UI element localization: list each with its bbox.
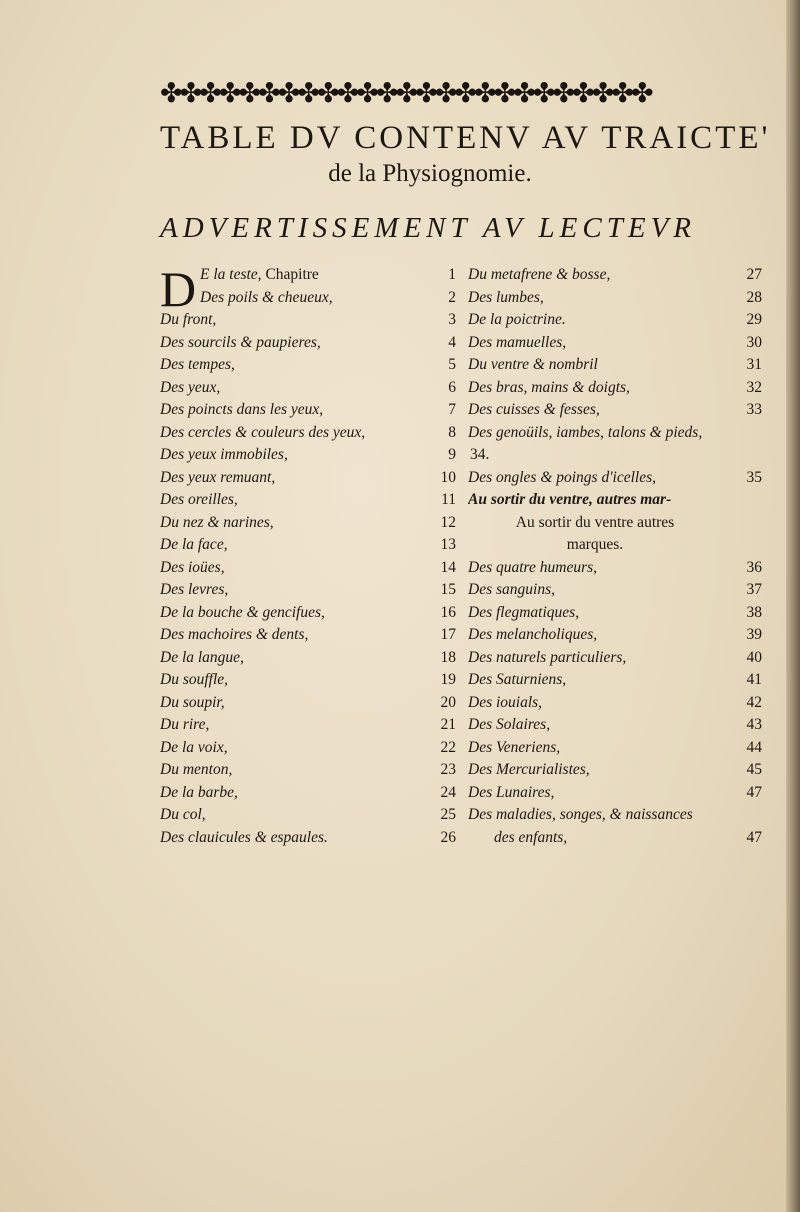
toc-page-number: 41 (746, 671, 762, 688)
toc-page-number: 6 (448, 378, 456, 396)
toc-page-number: 3 (448, 311, 456, 328)
toc-page-number: 36 (746, 558, 762, 576)
toc-entry-label: De la bouche & gencifues, (160, 603, 325, 621)
toc-page-number: 11 (441, 491, 456, 508)
toc-row (468, 647, 762, 670)
toc-entry-label: Des oreilles, (160, 491, 238, 508)
toc-page-number: 19 (440, 671, 456, 688)
toc-entry-label: Des ongles & poings d'icelles, (468, 468, 656, 486)
toc-entry-label: Des poils & cheueux, (200, 288, 333, 306)
toc-entry-label: Du menton, (160, 761, 233, 778)
toc-page-number: 42 (746, 693, 762, 711)
toc-row (468, 602, 762, 625)
toc-row (468, 557, 762, 580)
toc-row (160, 354, 456, 377)
toc-entry-label: Des Veneriens, (468, 738, 561, 756)
toc-row (468, 332, 762, 355)
toc-entry-label: Du col, (160, 806, 206, 823)
toc-entry-label: Au sortir du ventre, autres mar- (468, 491, 672, 508)
toc-page-number: 13 (440, 536, 456, 553)
toc-entry-label: Des ioües, (160, 558, 225, 576)
toc-page-number: 15 (440, 581, 456, 598)
toc-page-number: 21 (440, 716, 456, 733)
toc-page-number: 2 (448, 288, 456, 306)
toc-entry-label: Des Lunaires, (468, 783, 555, 801)
toc-page-number: 37 (746, 581, 762, 598)
toc-page-number: 9 (448, 446, 456, 463)
toc-first-entries (160, 261, 456, 317)
toc-page-number: 1 (448, 266, 456, 283)
toc-entry-label: E la teste, (200, 266, 262, 283)
toc-row (160, 692, 456, 715)
toc-entry-label: Du nez & narines, (160, 513, 274, 531)
toc-entry-label: Des yeux immobiles, (160, 446, 288, 463)
toc-page-number: 33 (746, 401, 762, 418)
toc-row (160, 714, 456, 737)
toc-entry-label: Des sanguins, (468, 581, 555, 598)
toc-entry-label: Des yeux remuant, (160, 468, 276, 486)
toc-row (160, 579, 456, 602)
toc-entry-label: Des tempes, (160, 356, 235, 373)
toc-right-column (468, 264, 762, 849)
toc-entry-label: Du front, (160, 311, 217, 328)
toc-row (468, 714, 762, 737)
toc-entry-label: Des maladies, songes, & naissances (468, 806, 693, 823)
toc-row (468, 264, 762, 287)
toc-page-number: 14 (440, 558, 456, 576)
toc-entry-reprint-line: marques. (566, 536, 624, 553)
toc-row (468, 782, 762, 805)
toc-page-number: 22 (440, 738, 456, 756)
drop-cap-letter: D (160, 261, 197, 317)
toc-row (160, 557, 456, 580)
toc-page-number: 26 (440, 828, 456, 846)
toc-entry-label: Des melancholiques, (468, 626, 598, 643)
toc-row (468, 309, 762, 332)
toc-row (468, 287, 762, 310)
toc-row (160, 669, 456, 692)
toc-row (468, 624, 762, 647)
toc-entry-label: De la voix, (160, 738, 228, 756)
toc-row (160, 399, 456, 422)
toc-row (468, 354, 762, 377)
toc-row (160, 827, 456, 850)
toc-left-column (160, 261, 456, 849)
toc-left-list (160, 309, 456, 849)
toc-page-number: 18 (440, 648, 456, 666)
toc-entry-label: Des poincts dans les yeux, (160, 401, 324, 418)
toc-row (160, 737, 456, 760)
toc-entry-label: Des naturels particuliers, (468, 648, 627, 666)
toc-row (160, 804, 456, 827)
toc-page-number: 8 (448, 423, 456, 441)
toc-page-number: 28 (746, 288, 762, 306)
toc-entry-label: Du metafrene & bosse, (468, 266, 611, 283)
toc-entry-label: Des cercles & couleurs des yeux, (160, 423, 366, 441)
toc-right-list-b (468, 557, 762, 805)
toc-page-number: 16 (440, 603, 456, 621)
toc-right-list-a (468, 264, 762, 422)
toc-entry-label: Des Saturniens, (468, 671, 567, 688)
toc-entry-label: Des cuisses & fesses, (468, 401, 600, 418)
toc-row (160, 422, 456, 445)
toc-row (160, 444, 456, 467)
toc-row (468, 669, 762, 692)
toc-entry-label: Des clauicules & espaules. (160, 828, 328, 846)
toc-page-number: 38 (746, 603, 762, 621)
toc-row (468, 827, 762, 850)
toc-row (468, 759, 762, 782)
toc-page-number: 35 (746, 468, 762, 486)
toc-page-number: 45 (746, 761, 762, 778)
toc-row (160, 602, 456, 625)
toc-row (160, 489, 456, 512)
toc-row (468, 804, 762, 827)
toc-entry-label: Du rire, (160, 716, 210, 733)
toc-page-number: 40 (746, 648, 762, 666)
toc-entry-continuation: 34. (470, 446, 490, 463)
toc-entry-label: Des bras, mains & doigts, (468, 378, 630, 396)
toc-row (160, 534, 456, 557)
toc-page-number: 24 (440, 783, 456, 801)
toc-row (468, 737, 762, 760)
toc-page-number: 29 (746, 311, 762, 328)
toc-row (200, 264, 456, 287)
toc-page-number: 47 (746, 828, 762, 846)
toc-entry-label: Des lumbes, (468, 288, 544, 306)
toc-entry-label: De la barbe, (160, 783, 238, 801)
toc-row (468, 467, 762, 490)
page-subtitle: de la Physiognomie. (328, 160, 532, 187)
toc-page-number: 32 (746, 378, 762, 396)
toc-entry-label: Des yeux, (160, 378, 221, 396)
toc-row (468, 692, 762, 715)
toc-entry-label: Des genoüils, iambes, talons & pieds, (468, 423, 703, 441)
toc-entry-label: Du ventre & nombril (468, 356, 598, 373)
toc-row (160, 309, 456, 332)
toc-row (160, 467, 456, 490)
toc-entry-label: Des sourcils & paupieres, (160, 333, 321, 351)
toc-page-number: 31 (746, 356, 762, 373)
toc-entry-label: Des Mercurialistes, (468, 761, 590, 778)
toc-page-number: 4 (448, 333, 456, 351)
toc-row (468, 377, 762, 400)
toc-entry-label: Des Solaires, (468, 716, 551, 733)
fleuron-ornament-band: ✤✤✤✤✤✤✤✤✤✤✤✤✤✤✤✤✤✤✤✤✤✤✤✤✤ (160, 78, 651, 109)
toc-page-number: 17 (440, 626, 456, 643)
toc-entry-label: Du soupir, (160, 693, 225, 711)
toc-entry-continuation: des enfants, (494, 828, 568, 846)
toc-page-number: 43 (746, 716, 762, 733)
toc-entry-label: Des levres, (160, 581, 229, 598)
toc-entry-label: De la poictrine. (468, 311, 566, 328)
toc-page-number: 20 (440, 693, 456, 711)
toc-row (160, 782, 456, 805)
section-heading: ADVERTISSEMENT AV LECTEVR (160, 212, 697, 244)
toc-entry-label: De la face, (160, 536, 228, 553)
toc-page-number: 30 (746, 333, 762, 351)
toc-row (160, 512, 456, 535)
toc-page-number: 10 (440, 468, 456, 486)
toc-entry-label: Du souffle, (160, 671, 229, 688)
toc-row (468, 579, 762, 602)
toc-row (160, 759, 456, 782)
toc-entry-label: Des quatre humeurs, (468, 558, 598, 576)
toc-page-number: 23 (440, 761, 456, 778)
toc-row (160, 332, 456, 355)
toc-entry-label: Des iouials, (468, 693, 543, 711)
toc-page-number: 12 (440, 513, 456, 531)
toc-row (160, 647, 456, 670)
toc-entry-chapter-word: Chapitre (265, 266, 319, 283)
toc-row (468, 399, 762, 422)
toc-page-number: 44 (746, 738, 762, 756)
toc-entry-label: Des machoires & dents, (160, 626, 309, 643)
toc-row (468, 422, 762, 445)
page-title: TABLE DV CONTENV AV TRAICTE' (160, 120, 771, 156)
toc-page-number: 47 (746, 783, 762, 801)
toc-page-number: 5 (448, 356, 456, 373)
toc-page-number: 25 (440, 806, 456, 823)
toc-page-number: 39 (746, 626, 762, 643)
toc-entry-label: Des mamuelles, (468, 333, 567, 351)
toc-page-number: 7 (448, 401, 456, 418)
toc-row (160, 377, 456, 400)
toc-entry-label: Des flegmatiques, (468, 603, 580, 621)
toc-entry-label: De la langue, (160, 648, 244, 666)
toc-row (200, 287, 456, 310)
toc-row (160, 624, 456, 647)
toc-row (468, 489, 762, 512)
toc-entry-reprint-line: Au sortir du ventre autres (515, 513, 675, 531)
toc-page-number: 27 (746, 266, 762, 283)
